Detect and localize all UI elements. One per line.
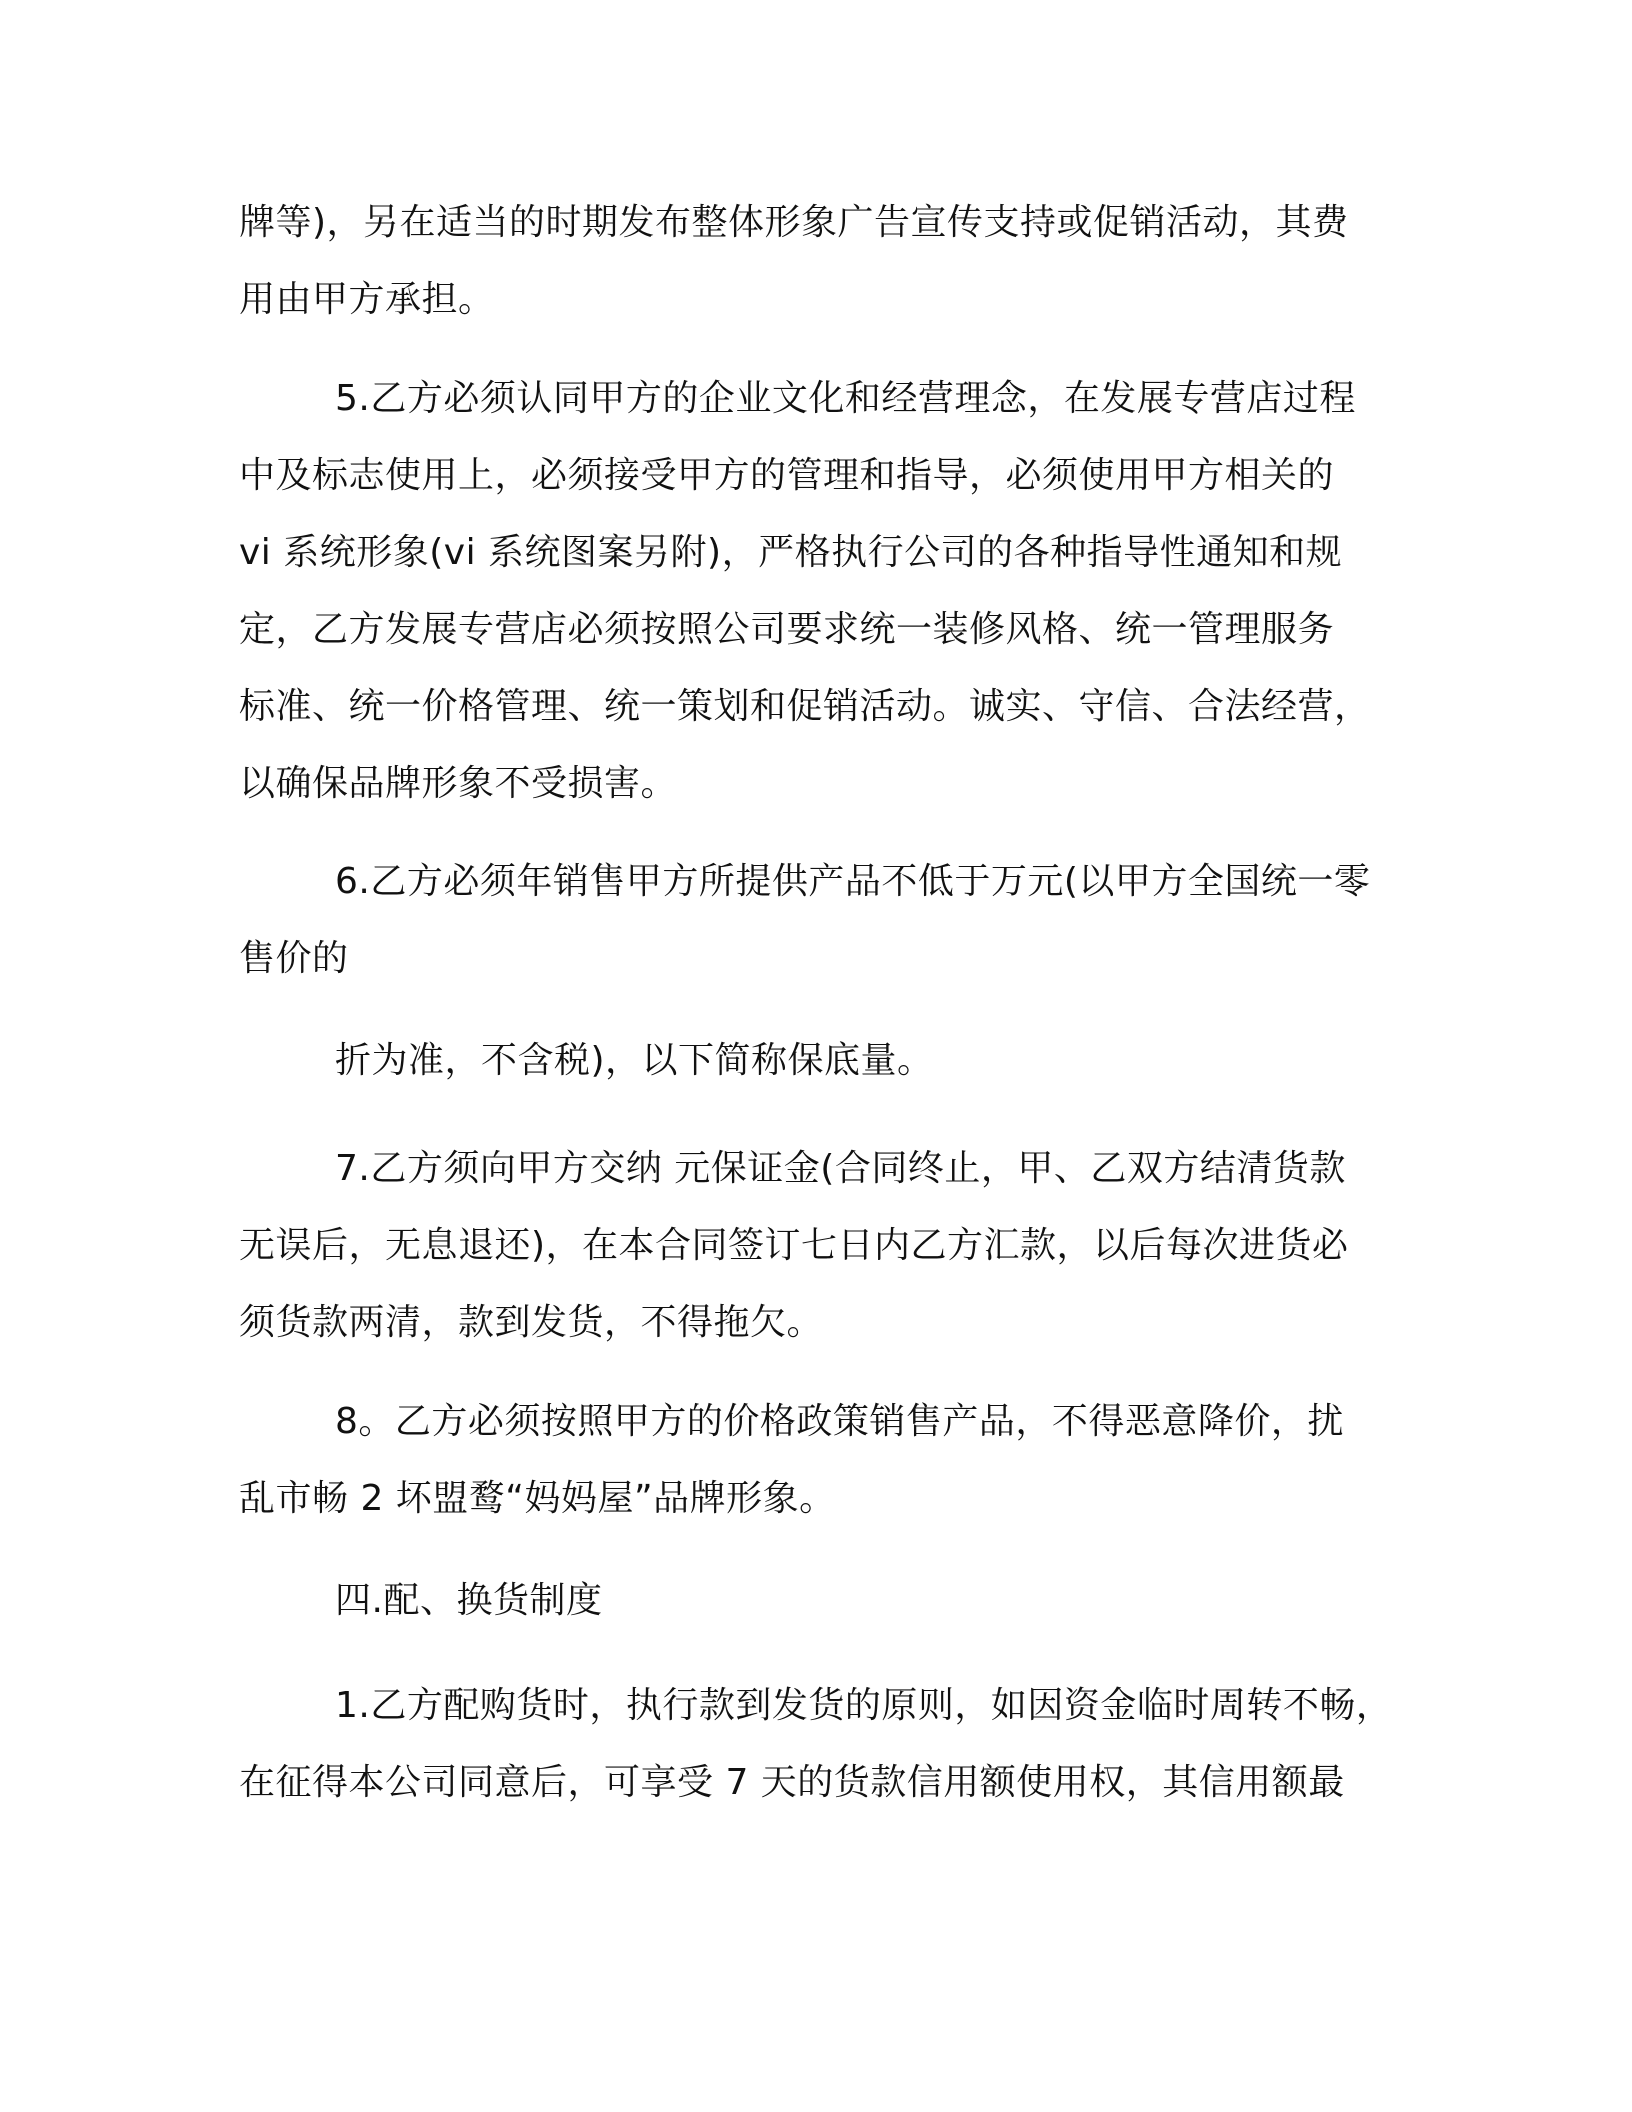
text-line: 定，乙方发展专营店必须按照公司要求统一装修风格、统一管理服务 <box>239 609 1335 650</box>
text-line: vi 系统形象(vi 系统图案另附)，严格执行公司的各种指导性通知和规 <box>239 532 1343 573</box>
text-line: 无误后，无息退还)，在本合同签订七日内乙方汇款，以后每次进货必 <box>239 1225 1349 1266</box>
paragraph-item-6 <box>239 843 1399 997</box>
section-heading-text: 四.配、换货制度 <box>335 1580 603 1621</box>
text-line: 在征得本公司同意后，可享受 7 天的货款信用额使用权，其信用额最 <box>239 1762 1345 1803</box>
paragraph-continuation <box>239 184 1399 338</box>
paragraph-item-6-continuation <box>239 1022 1399 1099</box>
paragraph-item-8 <box>239 1383 1399 1537</box>
paragraph-item-7 <box>239 1130 1399 1361</box>
text-line: 用由甲方承担。 <box>239 279 495 320</box>
text-line: 5.乙方必须认同甲方的企业文化和经营理念，在发展专营店过程 <box>335 378 1356 419</box>
text-line: 折为准，不含税)，以下简称保底量。 <box>335 1040 934 1081</box>
paragraph-item-5 <box>239 360 1399 822</box>
text-line: 7.乙方须向甲方交纳 元保证金(合同终止，甲、乙双方结清货款 <box>335 1148 1346 1189</box>
text-line: 中及标志使用上，必须接受甲方的管理和指导，必须使用甲方相关的 <box>239 455 1335 496</box>
section-heading-4 <box>239 1562 1399 1639</box>
text-line: 6.乙方必须年销售甲方所提供产品不低于万元(以甲方全国统一零 <box>335 861 1371 902</box>
text-line: 牌等)，另在适当的时期发布整体形象广告宣传支持或促销活动，其费 <box>239 202 1349 243</box>
paragraph-section-4-item-1 <box>239 1667 1399 1821</box>
text-line: 以确保品牌形象不受损害。 <box>239 763 678 804</box>
text-line: 1.乙方配购货时，执行款到发货的原则，如因资金临时周转不畅， <box>335 1685 1393 1726</box>
text-line: 乱市畅 2 坏盟鹜“妈妈屋”品牌形象。 <box>239 1478 836 1519</box>
text-line: 8。乙方必须按照甲方的价格政策销售产品，不得恶意降价，扰 <box>335 1401 1344 1442</box>
text-line: 标准、统一价格管理、统一策划和促销活动。诚实、守信、合法经营， <box>239 686 1371 727</box>
text-line: 须货款两清，款到发货，不得拖欠。 <box>239 1302 824 1343</box>
text-line: 售价的 <box>239 938 349 979</box>
